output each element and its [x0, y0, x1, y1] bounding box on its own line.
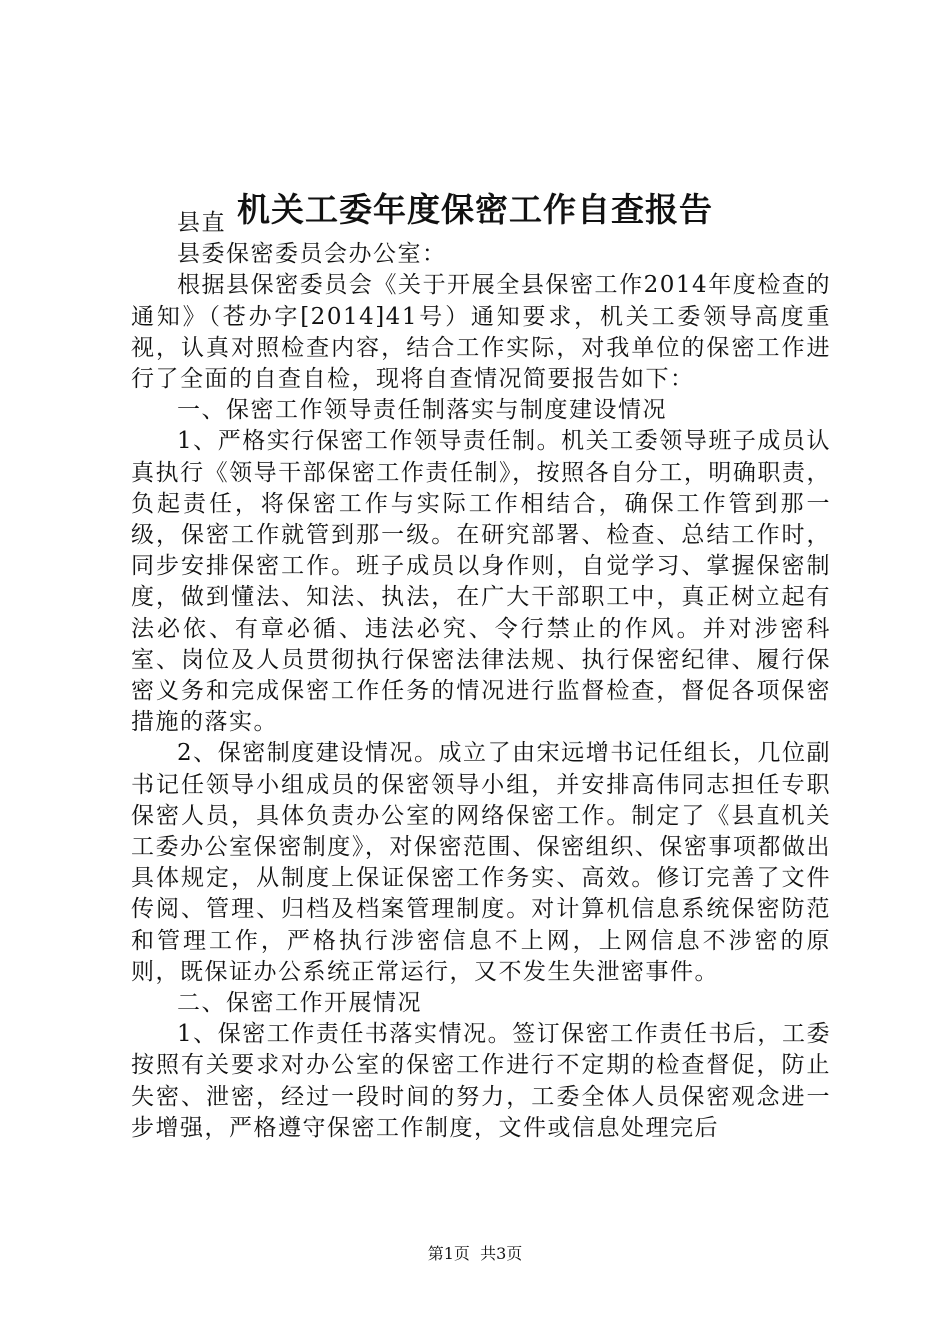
section-heading-1: 一、保密工作领导责任制落实与制度建设情况 — [177, 397, 667, 424]
section-heading-2: 二、保密工作开展情况 — [177, 990, 422, 1017]
paragraph-2: 县委保密委员会办公室： — [177, 241, 447, 268]
paragraph-5: 2、保密制度建设情况。成立了由宋远增书记任组长，几位副书记任领导小组成员的保密领导小组，并安排高伟同志担任专职保密人员，具体负责办公室的网络保密工作。制定了《县直机关工委办公室保密制度》，对保密范围、保密组织、保密事项都做出具体规定，从制度上保证保密工作务实、高效。修订完善了文件传阅、管理、归档及档案管理制度。对计算机信息系统保密防范和管理工作，严格执行涉密信息不上网，上网信息不涉密的原则，既保证办公系统正常运行，又不发生失泄密事件。 — [131, 740, 831, 985]
page-footer — [0, 1243, 950, 1265]
page-number: 第1页 共3页 — [427, 1244, 523, 1263]
document-title: 机关工委年度保密工作自查报告 — [237, 190, 713, 229]
paragraph-4: 1、严格实行保密工作领导责任制。机关工委领导班子成员认真执行《领导干部保密工作责任制》，按照各自分工，明确职责，负起责任，将保密工作与实际工作相结合，确保工作管到那一级，保密工作就管到那一级。在研究部署、检查、总结工作时，同步安排保密工作。班子成员以身作则，自觉学习、掌握保密制度，做到懂法、知法、执法，在广大干部职工中，真正树立起有法必依、有章必循、违法必究、令行禁止的作风。并对涉密科室、岗位及人员贯彻执行保密法律法规、执行保密纪律、履行保密义务和完成保密工作任务的情况进行监督检查，督促各项保密措施的落实。 — [131, 428, 831, 736]
paragraph-6: 1、保密工作责任书落实情况。签订保密工作责任书后，工委按照有关要求对办公室的保密工作进行不定期的检查督促，防止失密、泄密，经过一段时间的努力，工委全体人员保密观念进一步增强，严格遵守保密工作制度，文件或信息处理完后 — [131, 1021, 831, 1141]
document-body — [131, 208, 831, 1144]
paragraph-1: 县直 — [177, 210, 226, 236]
paragraph-3: 根据县保密委员会《关于开展全县保密工作2014年度检查的通知》（苍办字[2014]41号）通知要求，机关工委领导高度重视，认真对照检查内容，结合工作实际，对我单位的保密工作进行了全面的自查自检，现将自查情况简要报告如下： — [131, 272, 831, 393]
